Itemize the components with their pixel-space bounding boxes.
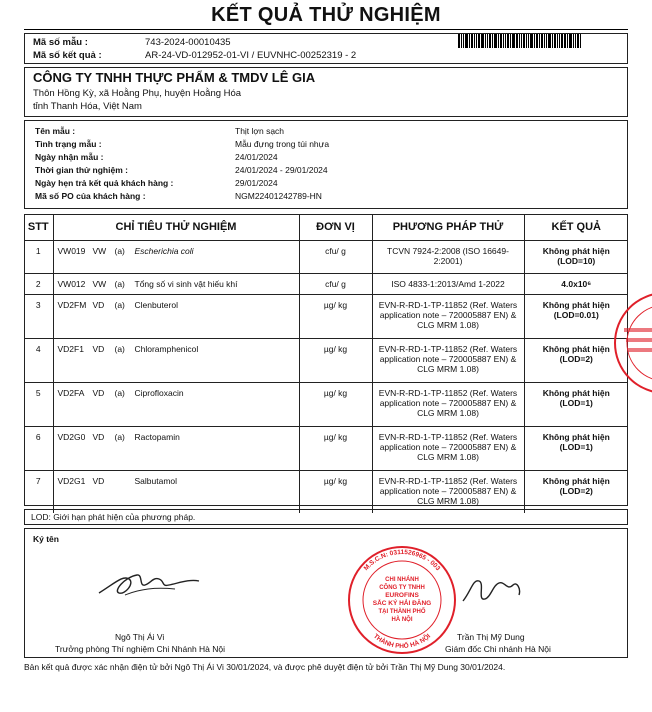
company-stamp (346, 544, 458, 656)
barcode-bar (552, 34, 553, 48)
barcode-bar (505, 34, 506, 48)
right-signer-name: Trần Thị Mỹ Dung (457, 632, 525, 642)
lab-code: VD (92, 300, 105, 310)
table-row (24, 471, 628, 513)
row-method: TCVN 7924-2:2008 (ISO 16649-2:2001) (372, 241, 524, 274)
result-lod: (LOD=1) (559, 442, 593, 452)
table-row (24, 241, 628, 274)
sample-value: 24/01/2024 - 29/01/2024 (235, 165, 328, 175)
table-row (24, 383, 628, 427)
lab-code: VW (92, 279, 107, 289)
customer-name: CÔNG TY TNHH THỰC PHẨM & TMDV LÊ GIA (33, 70, 316, 85)
row-stt: 3 (24, 295, 53, 339)
barcode-bar (474, 34, 475, 48)
col-header-stt: STT (24, 214, 53, 241)
barcode-bar (569, 34, 572, 48)
barcode-bar (469, 34, 470, 48)
barcode-bar (539, 34, 540, 48)
result-value: Không phát hiện (542, 388, 610, 398)
row-method: EVN-R-RD-1-TP-11852 (Ref. Waters application note – 720005887 EN) & CLG MRM 1.08) (372, 339, 524, 383)
barcode-bar (463, 34, 464, 48)
barcode-bar (544, 34, 545, 48)
result-value: Không phát hiện (542, 246, 610, 256)
test-code: VD2G1 (57, 476, 86, 486)
signature-box (24, 528, 628, 658)
lab-code: VD (92, 344, 105, 354)
barcode-bar (481, 34, 484, 48)
note-box (24, 509, 628, 525)
row-method: EVN-R-RD-1-TP-11852 (Ref. Waters application note – 720005887 EN) & CLG MRM 1.08) (372, 383, 524, 427)
stamp-line1: CHI NHÁNH (385, 577, 419, 583)
sample-label: Tình trạng mẫu : (35, 139, 102, 149)
accreditation-mark: (a) (114, 279, 125, 289)
customer-box (24, 67, 628, 117)
result-lod: (LOD=2) (559, 486, 593, 496)
barcode-bar (494, 34, 497, 48)
row-method: EVN-R-RD-1-TP-11852 (Ref. Waters application note – 720005887 EN) & CLG MRM 1.08) (372, 295, 524, 339)
barcode-bar (546, 34, 547, 48)
sample-info-box (24, 120, 628, 209)
parameter-name: Clenbuterol (134, 300, 178, 310)
parameter-name: Salbutamol (134, 476, 178, 486)
col-header-result: KẾT QUẢ (524, 214, 628, 241)
table-row (24, 339, 628, 383)
col-header-parameter: CHỈ TIÊU THỬ NGHIỆM (53, 214, 299, 241)
table-row (24, 427, 628, 471)
sample-label: Tên mẫu : (35, 126, 76, 136)
stamp-line4: SẮC KÝ HẢI ĐĂNG (372, 600, 432, 607)
row-parameter (53, 274, 299, 295)
sample-number-label: Mã số mẫu : (33, 37, 88, 48)
result-lod: (LOD=10) (557, 256, 596, 266)
barcode-bar (500, 34, 502, 48)
lod-note: LOD: Giới hạn phát hiện của phương pháp. (31, 512, 196, 522)
stamp-bottom-text: THÀNH PHỐ HÀ NỘI (371, 632, 433, 651)
row-unit: cfu/ g (299, 241, 372, 274)
row-method: EVN-R-RD-1-TP-11852 (Ref. Waters application note – 720005887 EN) & CLG MRM 1.08) (372, 471, 524, 513)
left-signer-name: Ngô Thị Ái Vi (115, 632, 165, 642)
title-underline (24, 29, 628, 30)
barcode-bar (548, 34, 551, 48)
barcode-bar (554, 34, 556, 48)
row-stt: 2 (24, 274, 53, 295)
col-header-unit: ĐƠN VỊ (299, 214, 372, 241)
stamp-ring-text: M.S.C.N: 0311526965 - 003 (362, 548, 442, 573)
barcode-bar (541, 34, 543, 48)
right-signer-title: Giám đốc Chi nhánh Hà Nội (445, 644, 551, 654)
parameter-name: Ciprofloxacin (134, 388, 184, 398)
barcode-bar (567, 34, 568, 48)
result-value: Không phát hiện (542, 432, 610, 442)
barcode-bar (510, 34, 511, 48)
table-row (24, 295, 628, 339)
barcode-bar (528, 34, 529, 48)
barcode-bar (575, 34, 576, 48)
sample-value: 29/01/2024 (235, 178, 278, 188)
sample-label: Ngày nhận mẫu : (35, 152, 104, 162)
result-lod: (LOD=0.01) (553, 310, 599, 320)
stamp-line5: TẠI THÀNH PHỐ (378, 609, 426, 615)
barcode-bar (561, 34, 563, 48)
barcode (458, 34, 622, 48)
test-code: VD2FM (57, 300, 87, 310)
barcode-bar (461, 34, 462, 48)
result-value: Không phát hiện (542, 300, 610, 310)
barcode-bar (523, 34, 525, 48)
row-stt: 4 (24, 339, 53, 383)
row-unit: µg/ kg (299, 471, 372, 513)
barcode-bar (573, 34, 574, 48)
document-title: KẾT QUẢ THỬ NGHIỆM (211, 4, 441, 26)
row-parameter (53, 383, 299, 427)
barcode-bar (559, 34, 560, 48)
parameter-name: Tổng số vi sinh vật hiếu khí (134, 279, 238, 289)
row-stt: 6 (24, 427, 53, 471)
customer-address-line1: Thôn Hồng Kỳ, xã Hoằng Phụ, huyện Hoằng Hóa (33, 88, 242, 99)
barcode-bar (519, 34, 520, 48)
barcode-bar (526, 34, 527, 48)
barcode-bar (564, 34, 566, 48)
barcode-bar (521, 34, 522, 48)
row-stt: 7 (24, 471, 53, 513)
test-code: VD2F1 (57, 344, 84, 354)
barcode-bar (485, 34, 486, 48)
left-signer-title: Trưởng phòng Thí nghiệm Chi Nhánh Hà Nội (55, 644, 226, 654)
stamp-line2: CÔNG TY TNHH (379, 585, 425, 591)
result-value: Không phát hiện (542, 344, 610, 354)
stamp-line3: EUROFINS (385, 592, 419, 599)
result-lod: (LOD=1) (559, 398, 593, 408)
parameter-name: Escherichia coli (134, 246, 194, 256)
barcode-bar (580, 34, 581, 48)
barcode-bar (577, 34, 579, 48)
row-parameter (53, 339, 299, 383)
table-row (24, 274, 628, 295)
accreditation-mark: (a) (114, 388, 125, 398)
parameter-name: Chloramphenicol (134, 344, 199, 354)
accreditation-mark: (a) (114, 300, 125, 310)
barcode-bar (489, 34, 491, 48)
sample-value: NGM22401242789-HN (235, 191, 322, 201)
svg-text:THÀNH PHỐ HÀ NỘI (372, 632, 432, 650)
sample-number-value: 743-2024-00010435 (145, 37, 231, 48)
barcode-bar (516, 34, 518, 48)
test-code: VW012 (57, 279, 86, 289)
row-unit: µg/ kg (299, 383, 372, 427)
barcode-bar (471, 34, 473, 48)
lab-code: VD (92, 476, 105, 486)
result-value: Không phát hiện (542, 476, 610, 486)
barcode-bar (557, 34, 558, 48)
result-lod: (LOD=2) (559, 354, 593, 364)
row-result (524, 471, 628, 513)
row-result (524, 241, 628, 274)
parameter-name: Ractopamin (134, 432, 180, 442)
row-parameter (53, 295, 299, 339)
accreditation-mark: (a) (114, 246, 125, 256)
signature-label: Ký tên (33, 534, 59, 544)
test-code: VD2G0 (57, 432, 86, 442)
row-stt: 5 (24, 383, 53, 427)
sample-label: Ngày hẹn trả kết quả khách hàng : (35, 178, 174, 188)
row-parameter (53, 471, 299, 513)
lab-code: VD (92, 432, 105, 442)
left-signature (95, 565, 205, 605)
accreditation-mark: (a) (114, 344, 125, 354)
row-unit: µg/ kg (299, 295, 372, 339)
result-number-label: Mã số kết quả : (33, 50, 102, 61)
barcode-bar (530, 34, 533, 48)
row-unit: cfu/ g (299, 274, 372, 295)
barcode-bar (536, 34, 538, 48)
sample-value: Mẫu đựng trong túi nhựa (235, 139, 330, 149)
sample-label: Mã số PO của khách hàng : (35, 191, 146, 201)
customer-address-line2: tỉnh Thanh Hóa, Việt Nam (33, 101, 142, 112)
barcode-bar (512, 34, 515, 48)
lab-code: VD (92, 388, 105, 398)
row-stt: 1 (24, 241, 53, 274)
footer-confirmation: Bản kết quả được xác nhận điện tử bởi Ngô Thị Ái Vi 30/01/2024, và được phê duyệt điện tử bởi Trần Thị Mỹ Dung 30/01/2024. (24, 662, 506, 672)
row-parameter (53, 427, 299, 471)
barcode-bar (487, 34, 488, 48)
barcode-bar (478, 34, 480, 48)
sample-value: 24/01/2024 (235, 152, 278, 162)
right-signature (457, 571, 527, 611)
test-code: VD2FA (57, 388, 85, 398)
barcode-bar (465, 34, 468, 48)
row-result (524, 427, 628, 471)
row-method: ISO 4833-1:2013/Amd 1-2022 (372, 274, 524, 295)
stamp-line6: HÀ NỘI (391, 617, 413, 623)
row-method: EVN-R-RD-1-TP-11852 (Ref. Waters application note – 720005887 EN) & CLG MRM 1.08) (372, 427, 524, 471)
barcode-bar (507, 34, 509, 48)
sample-label: Thời gian thử nghiệm : (35, 165, 128, 175)
results-table (24, 214, 628, 513)
barcode-bar (476, 34, 477, 48)
sample-value: Thịt lợn sạch (235, 126, 285, 136)
barcode-bar (498, 34, 499, 48)
lab-code: VW (92, 246, 107, 256)
barcode-bar (458, 34, 460, 48)
result-number-value: AR-24-VD-012952-01-VI / EUVNHC-00252319 - 2 (145, 50, 357, 61)
barcode-bar (503, 34, 504, 48)
edge-stamp (610, 288, 652, 398)
accreditation-mark: (a) (114, 432, 125, 442)
barcode-bar (492, 34, 493, 48)
row-parameter (53, 241, 299, 274)
test-code: VW019 (57, 246, 86, 256)
barcode-bar (534, 34, 535, 48)
col-header-method: PHƯƠNG PHÁP THỬ (372, 214, 524, 241)
result-value: 4.0x10⁶ (561, 279, 592, 289)
row-unit: µg/ kg (299, 427, 372, 471)
row-unit: µg/ kg (299, 339, 372, 383)
